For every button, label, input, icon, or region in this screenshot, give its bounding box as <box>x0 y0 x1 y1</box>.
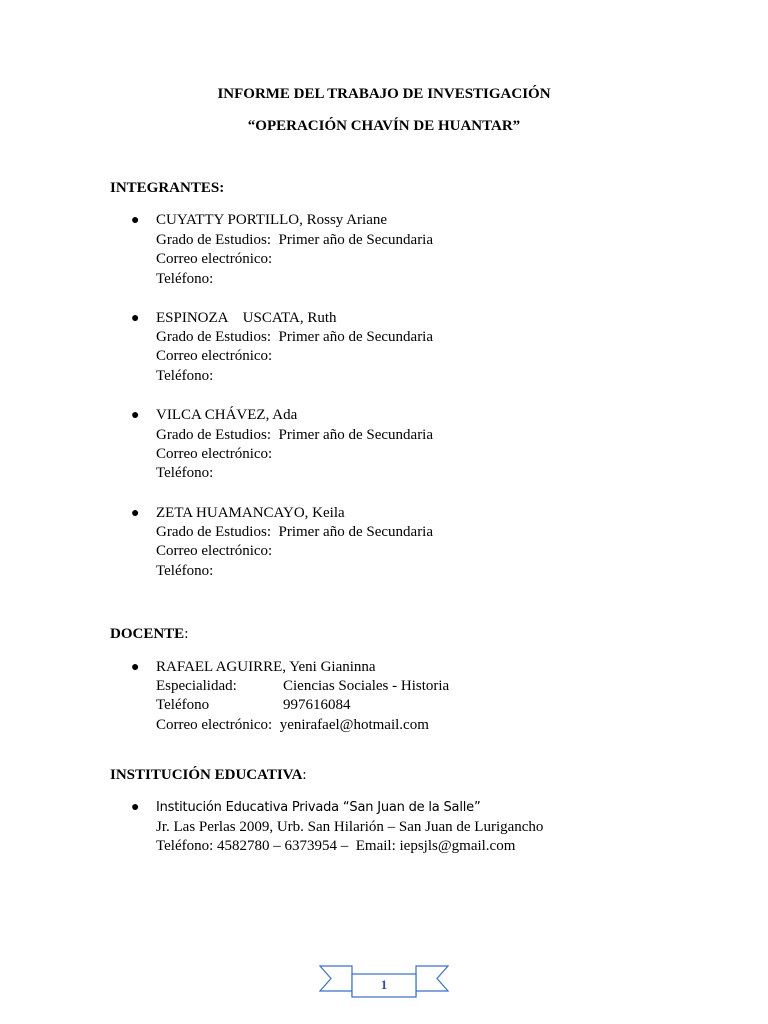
teacher-phone-value: 997616084 <box>283 697 351 713</box>
institucion-heading <box>110 767 307 784</box>
docente-heading-text: DOCENTE <box>110 626 185 642</box>
page-number: 1 <box>380 977 388 992</box>
institucion-heading-text: INSTITUCIÓN EDUCATIVA <box>110 767 303 783</box>
specialty-value: Ciencias Sociales - Historia <box>283 678 450 694</box>
ribbon-left-tail <box>320 966 352 991</box>
grade-label: Grado de Estudios: <box>156 232 271 248</box>
bullet-icon: ● <box>131 506 140 521</box>
ribbon-right-tail <box>416 966 448 991</box>
teacher-email-value: yenirafael@hotmail.com <box>279 717 429 733</box>
member-grade <box>156 328 433 348</box>
report-subtitle: “OPERACIÓN CHAVÍN DE HUANTAR” <box>247 118 521 134</box>
grade-value: Primer año de Secundaria <box>278 329 434 345</box>
member-phone-label: Teléfono: <box>156 368 214 384</box>
specialty-label: Especialidad: <box>156 678 237 694</box>
member-grade <box>156 426 433 446</box>
teacher-specialty <box>156 677 449 697</box>
bullet-icon: ● <box>131 660 140 675</box>
member-name: ESPINOZA USCATA, Ruth <box>156 310 337 326</box>
grade-value: Primer año de Secundaria <box>278 427 434 443</box>
member-email-label: Correo electrónico: <box>156 251 273 267</box>
institution-contact: Teléfono: 4582780 – 6373954 – Email: iepsjls@gmail.com <box>156 838 516 854</box>
grade-label: Grado de Estudios: <box>156 524 271 540</box>
teacher-email-label: Correo electrónico: <box>156 717 273 733</box>
member-name: VILCA CHÁVEZ, Ada <box>156 407 298 423</box>
docente-heading <box>110 626 188 643</box>
teacher-phone-label: Teléfono <box>156 697 210 713</box>
member-email-label: Correo electrónico: <box>156 543 273 559</box>
member-phone-label: Teléfono: <box>156 271 214 287</box>
bullet-icon: ● <box>131 408 140 423</box>
member-grade <box>156 523 433 543</box>
integrantes-heading: INTEGRANTES: <box>110 180 225 196</box>
member-grade <box>156 231 433 251</box>
grade-value: Primer año de Secundaria <box>278 232 434 248</box>
bullet-icon: ● <box>131 213 140 228</box>
institucion-heading-colon: : <box>302 767 307 783</box>
grade-label: Grado de Estudios: <box>156 427 271 443</box>
teacher-phone <box>156 696 351 716</box>
member-email-label: Correo electrónico: <box>156 348 273 364</box>
report-title: INFORME DEL TRABAJO DE INVESTIGACIÓN <box>217 86 551 102</box>
member-name: ZETA HUAMANCAYO, Keila <box>156 505 345 521</box>
institution-name: Institución Educativa Privada “San Juan de la Salle” <box>156 800 481 815</box>
bullet-icon: ● <box>131 311 140 326</box>
docente-heading-colon: : <box>184 626 189 642</box>
teacher-email <box>156 716 429 736</box>
member-phone-label: Teléfono: <box>156 563 214 579</box>
member-email-label: Correo electrónico: <box>156 446 273 462</box>
grade-label: Grado de Estudios: <box>156 329 271 345</box>
member-name: CUYATTY PORTILLO, Rossy Ariane <box>156 212 388 228</box>
institution-address: Jr. Las Perlas 2009, Urb. San Hilarión – San Juan de Lurigancho <box>156 819 544 835</box>
bullet-icon: ● <box>131 800 140 815</box>
grade-value: Primer año de Secundaria <box>278 524 434 540</box>
teacher-name: RAFAEL AGUIRRE, Yeni Gianinna <box>156 659 376 675</box>
member-phone-label: Teléfono: <box>156 465 214 481</box>
